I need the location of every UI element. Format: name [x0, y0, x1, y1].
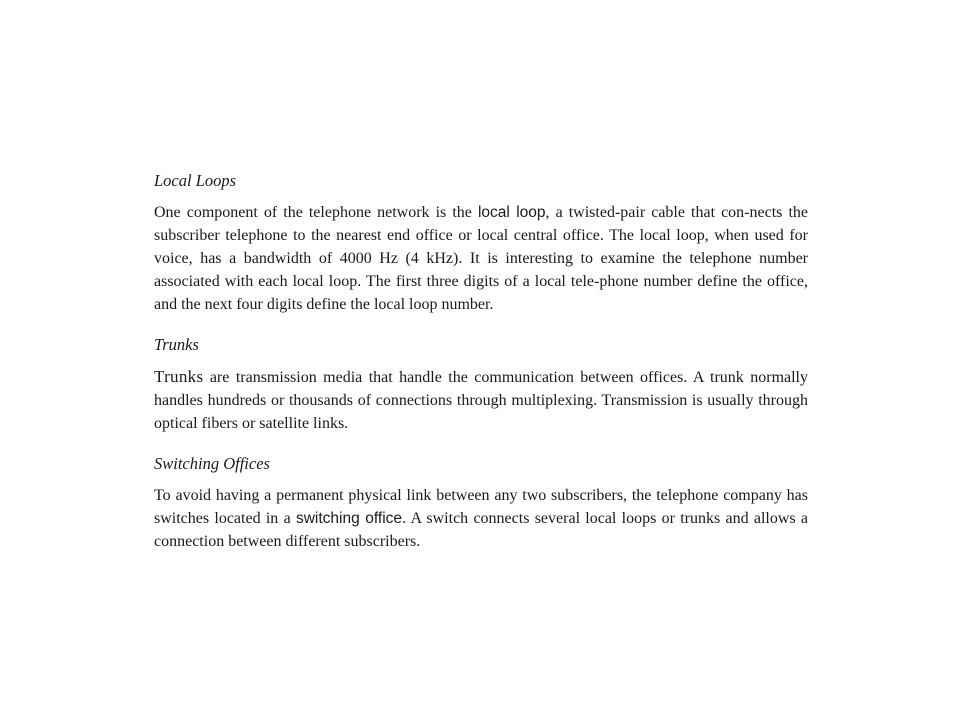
paragraph-text: One component of the telephone network is the — [154, 204, 478, 221]
key-term: switching office — [295, 510, 403, 527]
section-paragraph — [154, 484, 808, 553]
paragraph-text: , a twisted-pair cable that con-nects the subscriber telephone to the nearest end office or local central office. The local loop, when used for voice, has a bandwidth of 4000 Hz (4 kHz). It is interesting to examine the telephone number associated with each local loop. The first three digits of a local tele-phone number define the office, and the next four digits define the local loop number. — [154, 204, 808, 313]
key-term: local loop — [477, 204, 546, 221]
section-trunks — [154, 334, 808, 435]
paragraph-text: are transmission media that handle the communication between offices. A trunk normally handles hundreds or thousands of connections through multiplexing. Transmission is usually through optical fibers or satellite links. — [154, 369, 808, 432]
section-heading: Local Loops — [154, 171, 237, 190]
paragraph-text: . A switch connects several local loops or trunks and allows a connection between different subscribers. — [154, 510, 809, 550]
section-heading: Switching Offices — [154, 454, 270, 473]
section-paragraph — [154, 365, 808, 435]
section-local-loops — [154, 170, 808, 316]
section-heading: Trunks — [154, 335, 199, 354]
section-switching-offices — [154, 453, 808, 553]
document-page — [154, 170, 808, 553]
paragraph-text: To avoid having a permanent physical link between any two subscribers, the telephone company has switches located in a — [154, 487, 808, 527]
key-term: Trunks — [154, 367, 204, 386]
section-paragraph — [154, 201, 808, 316]
